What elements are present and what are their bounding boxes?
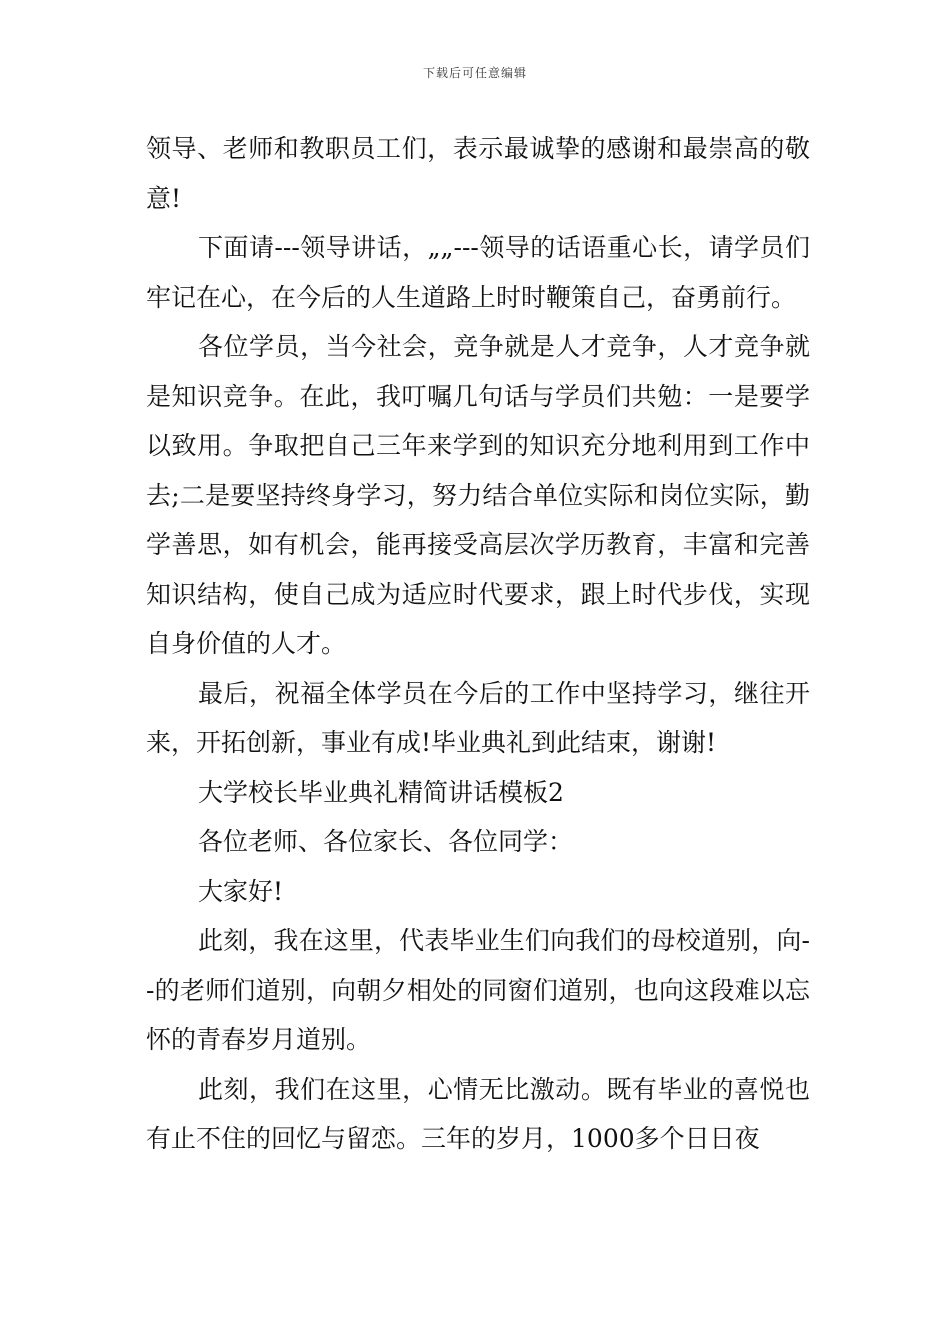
paragraph: 最后，祝福全体学员在今后的工作中坚持学习，继往开来，开拓创新，事业有成!毕业典礼到此结束，谢谢! bbox=[146, 678, 810, 757]
section-title: 大学校长毕业典礼精简讲话模板2 bbox=[198, 777, 564, 807]
paragraph: 各位学员，当今社会，竞争就是人才竞争，人才竞争就是知识竞争。在此，我叮嘱几句话与学员们共勉：一是要学以致用。争取把自己三年来学到的知识充分地利用到工作中去;二是要坚持终身学习，努力结合单位实际和岗位实际，勤学善思，如有机会，能再接受高层次学历教育，丰富和完善知识结构，使自己成为适应时代要求，跟上时代步伐，实现自身价值的人才。 bbox=[146, 332, 810, 658]
greeting: 大家好! bbox=[198, 876, 284, 906]
paragraph: 此刻，我们在这里，心情无比激动。既有毕业的喜悦也有止不住的回忆与留恋。三年的岁月，1000多个日日夜 bbox=[146, 1074, 810, 1153]
document-body bbox=[146, 124, 810, 1164]
salutation: 各位老师、各位家长、各位同学： bbox=[198, 827, 574, 856]
paragraph: 下面请---领导讲话，„„---领导的话语重心长，请学员们牢记在心，在今后的人生道路上时时鞭策自己，奋勇前行。 bbox=[146, 233, 810, 312]
page-header: 下载后可任意编辑 bbox=[422, 66, 527, 80]
paragraph: 领导、老师和教职员工们，表示最诚挚的感谢和最崇高的敬意! bbox=[146, 134, 810, 213]
paragraph: 此刻，我在这里，代表毕业生们向我们的母校道别，向--的老师们道别，向朝夕相处的同窗们道别，也向这段难以忘怀的青春岁月道别。 bbox=[146, 926, 810, 1054]
